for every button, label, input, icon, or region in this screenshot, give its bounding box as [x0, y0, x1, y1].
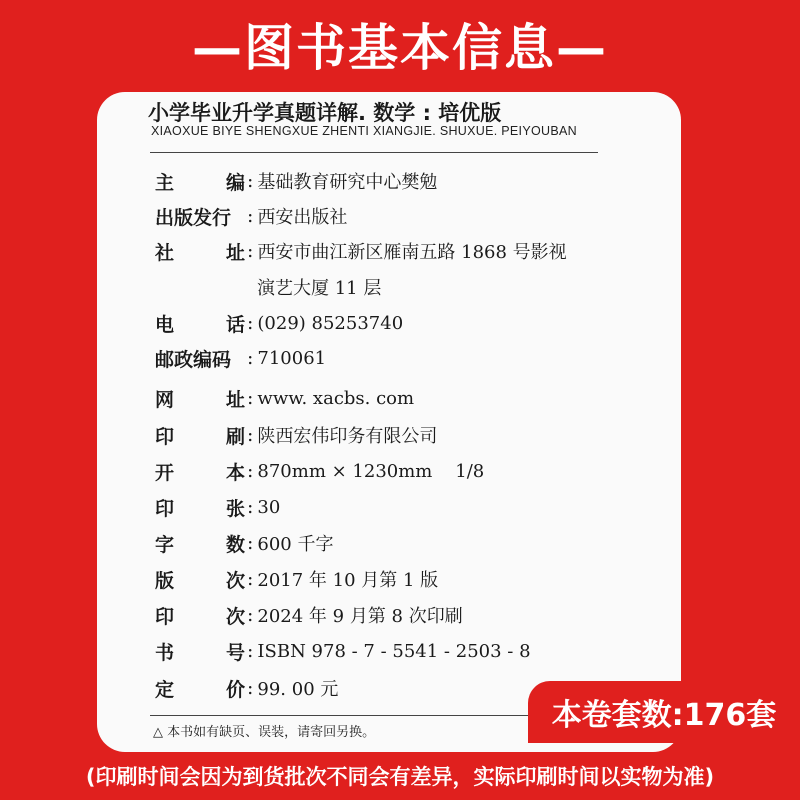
format-colon: :: [247, 460, 254, 482]
editor-value: 基础教育研究中心樊勉: [257, 172, 438, 193]
website-row: [155, 383, 414, 413]
phone-row: [155, 308, 403, 338]
sheets-label-char-2: 张: [225, 497, 245, 520]
isbn-value: ISBN 978 - 7 - 5541 - 2503 - 8: [257, 640, 531, 662]
printing-label: [155, 602, 245, 629]
editor-label-char-1: 主: [155, 171, 175, 194]
price-label-char-2: 价: [225, 678, 245, 701]
sheets-colon: :: [247, 496, 254, 518]
printer-label-char-1: 印: [155, 425, 175, 448]
printing-colon: :: [247, 604, 254, 626]
address-value: 西安市曲江新区雁南五路 1868 号影视: [257, 242, 567, 263]
format-value: 870mm × 1230mm 1/8: [257, 460, 485, 482]
price-colon: :: [247, 677, 254, 699]
printing-row: [155, 600, 463, 630]
address-row: [155, 236, 567, 266]
format-row: [155, 456, 484, 486]
printer-label-char-2: 刷: [225, 425, 245, 448]
words-label-char-1: 字: [155, 533, 175, 556]
edition-value: 2017 年 10 月第 1 版: [257, 570, 439, 591]
address-value-line-2: 演艺大厦 11 层: [257, 278, 382, 299]
banner-title: —图书基本信息—: [192, 19, 608, 77]
editor-label: [155, 168, 245, 195]
printing-label-char-1: 印: [155, 605, 175, 628]
printer-label: [155, 422, 245, 449]
postcode-value: 710061: [257, 347, 327, 369]
website-colon: :: [247, 387, 254, 409]
format-label-char-1: 开: [155, 461, 175, 484]
title-divider: [150, 152, 598, 153]
words-label: [155, 530, 245, 557]
sheets-label: [155, 494, 245, 521]
price-label: [155, 675, 245, 702]
format-label-char-2: 本: [225, 461, 245, 484]
printer-value: 陕西宏伟印务有限公司: [257, 426, 438, 447]
phone-label-char-1: 电: [155, 313, 175, 336]
printer-row: [155, 420, 437, 450]
edition-label: [155, 566, 245, 593]
volume-count-badge: 本卷套数:176套: [528, 681, 800, 743]
postcode-label: 邮政编码: [155, 348, 232, 371]
price-value: 99. 00 元: [257, 679, 339, 700]
publisher-row: [155, 201, 347, 231]
website-label: [155, 385, 245, 412]
address-label-char-1: 社: [155, 241, 175, 264]
format-label: [155, 458, 245, 485]
postcode-colon: :: [247, 347, 254, 369]
words-colon: :: [247, 532, 254, 554]
website-label-char-2: 址: [225, 388, 245, 411]
printer-colon: :: [247, 424, 254, 446]
edition-colon: :: [247, 568, 254, 590]
printing-label-char-2: 次: [225, 605, 245, 628]
phone-value: (029) 85253740: [257, 312, 404, 334]
website-label-char-1: 网: [155, 388, 175, 411]
postcode-row: [155, 343, 326, 373]
book-pinyin-title: XIAOXUE BIYE SHENGXUE ZHENTI XIANGJIE. SHUXUE. PEIYOUBAN: [151, 124, 577, 138]
edition-label-char-1: 版: [155, 569, 175, 592]
isbn-label-char-1: 书: [155, 641, 175, 664]
isbn-colon: :: [247, 640, 254, 662]
words-value: 600 千字: [257, 534, 334, 555]
address-colon: :: [247, 240, 254, 262]
isbn-row: [155, 636, 531, 666]
publisher-value: 西安出版社: [257, 207, 348, 228]
phone-label: [155, 310, 245, 337]
words-row: [155, 528, 333, 558]
address-label-char-2: 址: [225, 241, 245, 264]
sheets-row: [155, 492, 280, 522]
editor-label-char-2: 编: [225, 171, 245, 194]
phone-colon: :: [247, 312, 254, 334]
printing-value: 2024 年 9 月第 8 次印刷: [257, 606, 463, 627]
sheets-label-char-1: 印: [155, 497, 175, 520]
editor-colon: :: [247, 170, 254, 192]
publisher-label: 出版发行: [155, 206, 232, 229]
price-label-char-1: 定: [155, 678, 175, 701]
edition-row: [155, 564, 438, 594]
isbn-label: [155, 638, 245, 665]
sheets-value: 30: [257, 496, 281, 518]
address-label: [155, 238, 245, 265]
book-title: 小学毕业升学真题详解. 数学 : 培优版: [148, 101, 502, 125]
isbn-label-char-2: 号: [225, 641, 245, 664]
printing-time-disclaimer: (印刷时间会因为到货批次不同会有差异，实际印刷时间以实物为准): [85, 765, 715, 789]
replacement-note: △ 本书如有缺页、误装，请寄回另换。: [153, 725, 376, 740]
editor-row: [155, 166, 437, 196]
words-label-char-2: 数: [225, 533, 245, 556]
edition-label-char-2: 次: [225, 569, 245, 592]
publisher-colon: :: [247, 205, 254, 227]
website-value: www. xacbs. com: [257, 387, 415, 409]
phone-label-char-2: 话: [225, 313, 245, 336]
price-row: [155, 673, 338, 703]
